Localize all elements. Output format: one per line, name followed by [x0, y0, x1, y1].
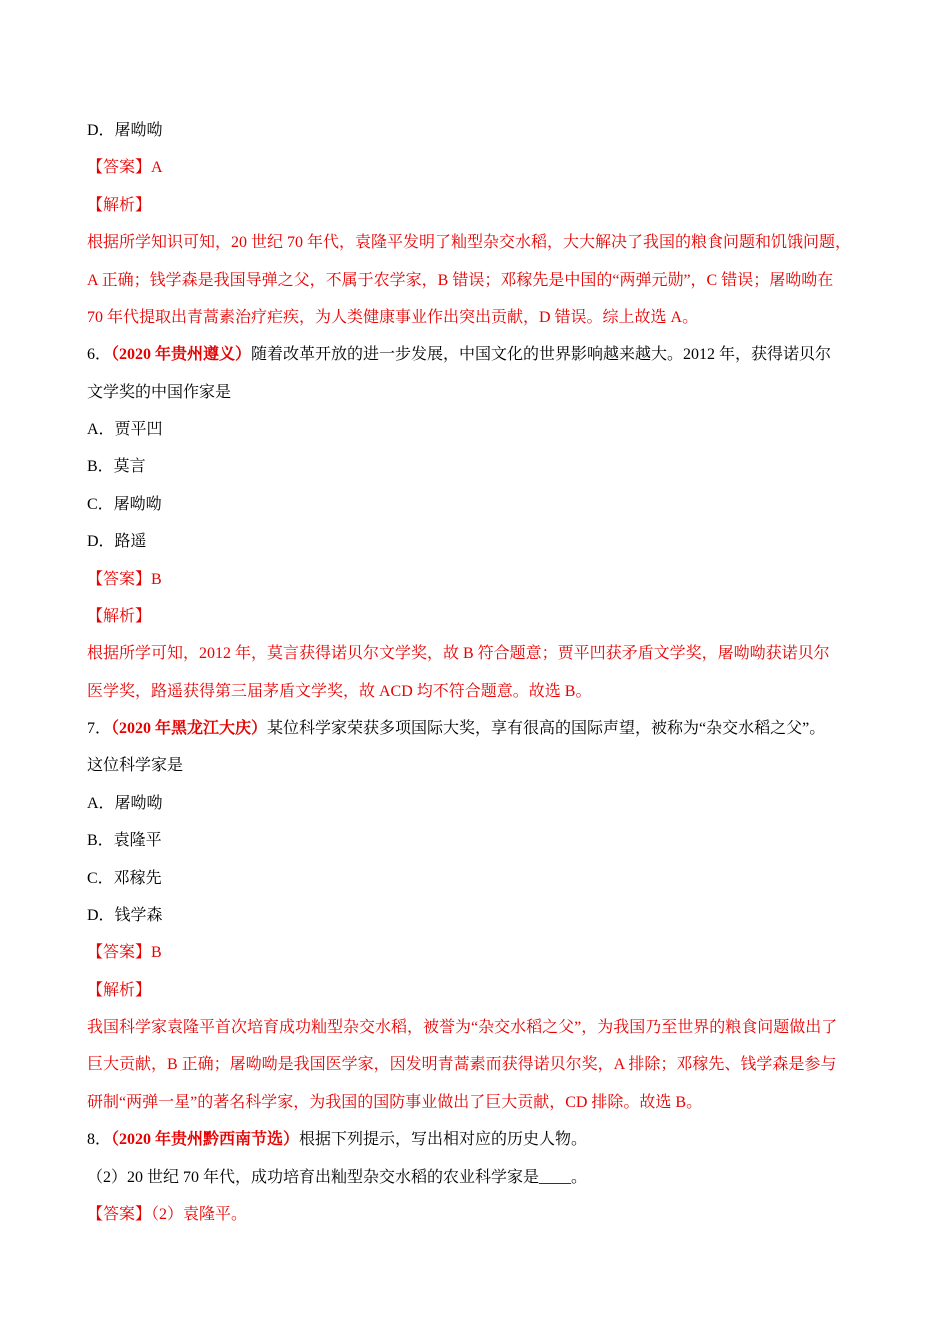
analysis-line: 根据所学知识可知，20 世纪 70 年代，袁隆平发明了籼型杂交水稻，大大解决了我国的粮食问题和饥饿问题，	[87, 234, 852, 252]
question-8-stem	[87, 1121, 887, 1158]
answer-line: 【答案】A	[87, 159, 163, 177]
answer-line: 【答案】B	[87, 570, 162, 588]
question-stem-continued: 文学奖的中国作家是	[87, 383, 232, 401]
page-content	[87, 112, 887, 1233]
analysis-label: 【解析】	[87, 981, 152, 999]
question-source: （2020 年黑龙江大庆）	[111, 720, 268, 737]
question-6-stem	[87, 336, 887, 373]
option-d: D．屠呦呦	[87, 122, 163, 139]
question-stem-continued: 这位科学家是	[87, 757, 184, 775]
question-number: 6．	[87, 346, 112, 364]
question-source: （2020 年贵州遵义）	[111, 346, 252, 364]
option-d: D．钱学森	[87, 906, 163, 924]
option-c: C．邓稼先	[87, 869, 162, 887]
analysis-line: 根据所学可知，2012 年，莫言获得诺贝尔文学奖，故 B 符合题意；贾平凹获矛盾文学奖，屠呦呦获诺贝尔	[87, 645, 830, 663]
sub-question: （2）20 世纪 70 年代，成功培育出籼型杂交水稻的农业科学家是____。	[87, 1168, 588, 1186]
question-stem: 根据下列提示，写出相对应的历史人物。	[299, 1131, 588, 1149]
question-7-stem	[87, 710, 887, 747]
option-b: B．莫言	[87, 458, 146, 476]
question-source: （2020 年贵州黔西南节选）	[111, 1131, 300, 1149]
option-b: B．袁隆平	[87, 832, 162, 850]
answer-line: 【答案】（2）袁隆平。	[87, 1205, 248, 1223]
question-stem: 随着改革开放的进一步发展，中国文化的世界影响越来越大。2012 年，获得诺贝尔	[251, 346, 832, 364]
analysis-line: 研制“两弹一星”的著名科学家，为我国的国防事业做出了巨大贡献，CD 排除。故选 B。	[87, 1093, 703, 1111]
question-number: 8．	[87, 1131, 112, 1149]
question-stem: 某位科学家荣获多项国际大奖，享有很高的国际声望，被称为“杂交水稻之父”。	[267, 720, 826, 737]
question-number: 7．	[87, 720, 112, 737]
analysis-line: 巨大贡献，B 正确；屠呦呦是我国医学家，因发明青蒿素而获得诺贝尔奖，A 排除；邓稼先、钱学森是参与	[87, 1056, 837, 1074]
analysis-line: A 正确；钱学森是我国导弹之父，不属于农学家，B 错误；邓稼先是中国的“两弹元勋”，C 错误；屠呦呦在	[87, 271, 834, 289]
analysis-line: 70 年代提取出青蒿素治疗疟疾，为人类健康事业作出突出贡献，D 错误。综上故选 A。	[87, 308, 699, 326]
analysis-label: 【解析】	[87, 196, 152, 214]
option-a: A．屠呦呦	[87, 794, 163, 812]
option-c: C．屠呦呦	[87, 495, 162, 513]
answer-line: 【答案】B	[87, 944, 162, 962]
option-a: A．贾平凹	[87, 421, 163, 438]
analysis-label: 【解析】	[87, 607, 152, 625]
analysis-line: 医学奖，路遥获得第三届茅盾文学奖，故 ACD 均不符合题意。故选 B。	[87, 682, 592, 700]
analysis-line: 我国科学家袁隆平首次培育成功籼型杂交水稻，被誉为“杂交水稻之父”，为我国乃至世界的粮食问题做出了	[87, 1019, 838, 1036]
option-d: D．路遥	[87, 533, 147, 551]
